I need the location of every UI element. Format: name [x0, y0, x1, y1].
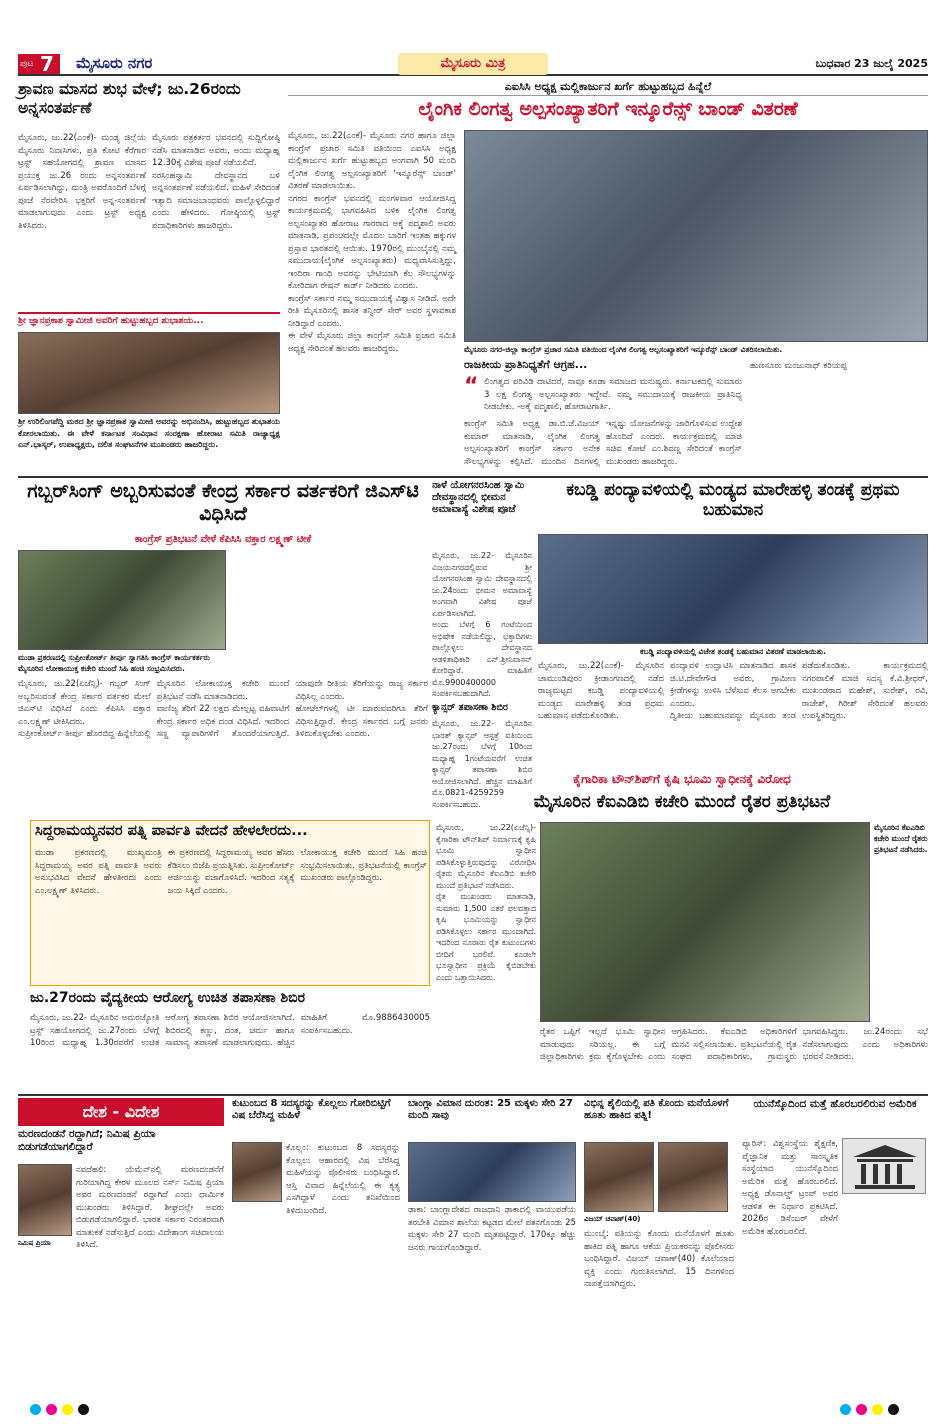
lead-body: ಮೈಸೂರು, ಜು.22(ಎಂಕೆ)- ಮೈಸೂರು ನಗರ ಹಾಗೂ ಜಿಲ್ಲಾ ಕಾಂಗ್ರೆಸ್ ಪ್ರಚಾರ ಸಮಿತಿ ವತಿಯಿಂದ ಎಐಸಿಸಿ ಅಧ್ಯಕ್ಷ ಮಲ್ಲಿಕಾರ್ಜುನ ಖರ್ಗೆ ಹುಟ್ಟುಹಬ್ಬದ ಅಂಗವಾಗಿ 50 ಮಂದಿ ಲೈಂಗಿಕ ಲಿಂಗತ್ವ ಅಲ್ಪಸಂಖ್ಯಾತರಿಗೆ 'ಇನ್ಶೂರೆನ್ಸ್ ಬಾಂಡ್' ವಿತರಣೆ ಮಾಡಲಾಯಿತು. ನಗರದ ಕಾಂಗ್ರೆಸ್ ಭವನದಲ್ಲಿ ಮಂಗಳವಾರ ಆಯೋಜಿಸಿದ್ದ ಕಾರ್ಯಕ್ರಮದಲ್ಲಿ ಭಾಗವಹಿಸಿದ ಬಳಿಕ ಲೈಂಗಿಕ ಲಿಂಗತ್ವ ಅಲ್ಪಸಂಖ್ಯಾತರ ಹೋರಾಟ ಗಾರರಾದ ಅಕೈ ಪದ್ಮಶಾಲಿ ಅವರು ಮಾತನಾಡಿ, ಪ್ರಪಂಚದಲ್ಲೇ ಮೊದಲ ಬಾರಿಗೆ ಇಂತಹ ಹಕ್ಕುಗಳ ಪ್ರಸ್ತಾಪ ಭಾರತದಲ್ಲಿ ಆಯಿತು. 1970ರಲ್ಲಿ ಮುಂಬೈನಲ್ಲಿ ನಮ್ಮ ಸಮುದಾಯ(ಲೈಂಗಿಕ ಅಲ್ಪಸಂಖ್ಯಾತರು) ಮಧ್ಯವಾಸಿಸುತ್ತಿದ್ದು, ಇಂದಿರಾ ಗಾಂಧಿ ಅವರನ್ನು ಭೇಟಿಯಾಗಿ ಕೆಲ ಸೌಲಭ್ಯಗಳನ್ನು ಕೋರಿದಾಗ ರೇಷನ್ ಕಾರ್ಡ್ ನೀಡಿದರು ಎಂದರು. ಕಾಂಗ್ರೆಸ್ ಸರ್ಕಾರ ನಮ್ಮ ಸಮುದಾಯಕ್ಕೆ ವಿಶ್ವಾಸ ನೀಡಿದೆ. ಅದೇ ರೀತಿ ಮೈಸೂರಿನಲ್ಲಿ ಶಾಸಕ ತನ್ವೀರ್ ಸೇಠ್ ಅವರ ಸ್ಥಳಾವಕಾಶ ನೀಡಿದ್ದಾರೆ ಎಂದರು. ಈ ವೇಳೆ ಮೈಸೂರು ಜಿಲ್ಲಾ ಕಾಂಗ್ರೆಸ್ ಸಮಿತಿ ಪ್ರಚಾರ ಸಮಿತಿ ಅಧ್ಯಕ್ಷ ಸೇರಿದಂತೆ ಹಲವರು ಹಾಜರಿದ್ದರು. — [288, 131, 456, 354]
lead-continuation: ಕಾಂಗ್ರೆಸ್ ಸಮಿತಿ ಅಧ್ಯಕ್ಷ ಡಾ.ಬಿ.ಜೆ.ವಿಜಯ್ ಕುಮಾರ್ ಮಾತನಾಡಿ, ಲೈಂಗಿಕ ಲಿಂಗತ್ವ ಅಲ್ಪಸಂಖ್ಯಾತರಿಗೆ ಕಾಂಗ್ರೆಸ್ ಸರ್ಕಾರ ಅನೇಕ ಸೌಲಭ್ಯಗಳನ್ನು ಕಲ್ಪಿಸಿದೆ. ಮುಂದಿನ ದಿನಗಳಲ್ಲಿ ಇನ್ನಷ್ಟು ಯೋಜನೆಗಳನ್ನು ಜಾರಿಗೊಳಿಸುವ ಉದ್ದೇಶ ಹೊಂದಿದೆ ಎಂದರು. ಕಾರ್ಯಕ್ರಮದಲ್ಲಿ ಮಾಜಿ ಸಚಿವ ಕೋಟೆ ಎಂ.ಶಿವಣ್ಣ ಸೇರಿದಂತೆ ಕಾಂಗ್ರೆಸ್ ಮುಖಂಡರು ಹಾಜರಿದ್ದರು. — [464, 419, 745, 467]
nimisha-photo — [18, 1164, 72, 1236]
gabbar-subhead: ಕಾಂಗ್ರೆಸ್ ಪ್ರತಿಭಟನೆ ವೇಳೆ ಕೆಪಿಸಿಸಿ ವಕ್ತಾರ ಲಕ್ಷ್ಮಣ್ ಟೀಕೆ — [134, 534, 312, 545]
kabaddi-photo-caption: ಕಬಡ್ಡಿ ಪಂದ್ಯಾವಳಿಯಲ್ಲಿ ವಿಜೇತ ತಂಡಕ್ಕೆ ಬಹುಮಾನ ವಿತರಣೆ ಮಾಡಲಾಯಿತು. — [640, 647, 826, 656]
farmers-body-left: ಮೈಸೂರು, ಜು.22(ಏಜೆನ್ಸಿ)- ಕೈಗಾರಿಕಾ ಟೌನ್‌ಶಿಪ್ ನಿರ್ಮಾಣಕ್ಕೆ ಕೃಷಿ ಭೂಮಿ ಸ್ವಾಧೀನ ಪಡಿಸಿಕೊಳ್ಳುತ್ತಿರುವುದನ್ನು ವಿರೋಧಿಸಿ ರೈತರು ಮೈಸೂರಿನ ಕೆಐಎಡಿಬಿ ಕಚೇರಿ ಮುಂದೆ ಪ್ರತಿಭಟನೆ ನಡೆಸಿದರು. ರೈತ ಮುಖಂಡರು ಮಾತನಾಡಿ, ಸುಮಾರು 1,500 ಎಕರೆ ಫಲವತ್ತಾದ ಕೃಷಿ ಭೂಮಿಯನ್ನು ಸ್ವಾಧೀನ ಪಡಿಸಿಕೊಳ್ಳಲು ಸರ್ಕಾರ ಮುಂದಾಗಿದೆ. ಇದರಿಂದ ನೂರಾರು ರೈತ ಕುಟುಂಬಗಳು ಬೀದಿಗೆ ಬರಲಿವೆ. ಕೂಡಲೇ ಭೂಸ್ವಾಧೀನ ಪ್ರಕ್ರಿಯೆ ಕೈಬಿಡಬೇಕು ಎಂದು ಒತ್ತಾಯಿಸಿದರು. — [436, 823, 536, 982]
desha-story-3 — [408, 1098, 579, 1398]
desha-section — [18, 1098, 928, 1398]
lead-kicker: ಎಐಸಿಸಿ ಅಧ್ಯಕ್ಷ ಮಲ್ಲಿಕಾರ್ಜುನ ಖರ್ಗೆ ಹುಟ್ಟುಹಬ್ಬದ ಹಿನ್ನೆಲೆ — [288, 80, 928, 96]
kabaddi-photo — [538, 534, 928, 644]
masthead: ಮೈಸೂರು ಮಿತ್ರ — [398, 53, 548, 75]
vijay-photo-caption: ವಿಜಯ್ ಚವಾಣ್(40) — [584, 1215, 641, 1223]
farmers-photo-caption: ಮೈಸೂರಿನ ಕೆಐಎಡಿಬಿ ಕಚೇರಿ ಮುಂದೆ ರೈತರು ಪ್ರತಿಭಟನೆ ನಡೆಸಿದರು. — [874, 823, 928, 854]
divider-1 — [18, 476, 928, 478]
gabbar-photo — [18, 550, 226, 650]
desha-story-5-body: ಪ್ಯಾರಿಸ್: ವಿಶ್ವಸಂಸ್ಥೆಯ ಶೈಕ್ಷಣಿಕ, ವೈಜ್ಞಾನಿಕ ಮತ್ತು ಸಾಂಸ್ಕೃತಿಕ ಸಂಸ್ಥೆಯಾದ ಯುನೆಸ್ಕೊದಿಂದ ಅಮೆರಿಕ ಮತ್ತೆ ಹೊರಬರಲಿದೆ. ಅಧ್ಯಕ್ಷ ಡೊನಾಲ್ಡ್ ಟ್ರಂಪ್ ಅವರ ಆಡಳಿತ ಈ ನಿರ್ಧಾರ ಪ್ರಕಟಿಸಿದೆ. 2026ರ ಡಿಸೆಂಬರ್ ವೇಳೆಗೆ ಅಮೆರಿಕ ಹೊರಬರಲಿದೆ. — [742, 1139, 841, 1237]
swamiji-photo — [18, 332, 280, 414]
desha-story-1-body: ನವದೆಹಲಿ: ಯೆಮೆನ್‌ನಲ್ಲಿ ಮರಣದಂಡನೆಗೆ ಗುರಿಯಾಗಿದ್ದ ಕೇರಳ ಮೂಲದ ನರ್ಸ್ ನಿಮಿಷ ಪ್ರಿಯಾ ಅವರ ಮರಣದಂಡನೆ ರದ್ದಾಗಿದೆ ಎಂದು ಧಾರ್ಮಿಕ ಮುಖಂಡರು ತಿಳಿಸಿದ್ದಾರೆ. ಶೀಘ್ರದಲ್ಲೇ ಅವರು ಬಿಡುಗಡೆಯಾಗಲಿದ್ದಾರೆ. ಭಾರತ ಸರ್ಕಾರ ನಿರಂತರವಾಗಿ ಮಾತುಕತೆ ನಡೆಸುತ್ತಿದೆ ಎಂದು ವಿದೇಶಾಂಗ ಸಚಿವಾಲಯ ತಿಳಿಸಿದೆ. — [76, 1165, 227, 1250]
gabbar-body: ಮೈಸೂರು, ಜು.22(ಏಜೆನ್ಸಿ)- ಗಬ್ಬರ್ ಸಿಂಗ್ ಅಬ್ಬರಿಸುವಂತೆ ಕೇಂದ್ರ ಸರ್ಕಾರ ವರ್ತಕರ ಮೇಲೆ ಜಿಎಸ್‌ಟಿ ವಿಧಿಸಿದೆ ಎಂದು ಕೆಪಿಸಿಸಿ ವಕ್ತಾರ ಎಂ.ಲಕ್ಷ್ಮಣ್ ಟೀಕಿಸಿದರು. ಸುಪ್ರೀಂಕೋರ್ಟ್ ತೀರ್ಪು ಹೊರಬಿದ್ದ ಹಿನ್ನೆಲೆಯಲ್ಲಿ ಮೈಸೂರಿನ ಲೋಕಾಯುಕ್ತ ಕಚೇರಿ ಮುಂದೆ ಪ್ರತಿಭಟನೆ ನಡೆಸಿ ಮಾತನಾಡಿದರು. ವಾಣಿಜ್ಯ ತೆರಿಗೆ 22 ಲಕ್ಷದ ಮೇಲ್ಪಟ್ಟ ವಹಿವಾಟಿಗೆ ಕೇಂದ್ರ ಸರ್ಕಾರ ಅಧಿಕ ದಂಡ ವಿಧಿಸಿದೆ. ಇದರಿಂದ ಸಣ್ಣ ವ್ಯಾಪಾರಿಗಳಿಗೆ ತೊಂದರೆಯಾಗುತ್ತಿದೆ. ಯಾವುದೇ ರೀತಿಯ ತೆರಿಗೆಯನ್ನು ರಾಜ್ಯ ಸರ್ಕಾರ ವಿಧಿಸಿಲ್ಲ ಎಂದರು. ಹೋಟೆಲ್‌ಗಳಲ್ಲಿ ಟೀ ಮಾರುವವರಿಗೂ ತೆರಿಗೆ ವಿಧಿಸುತ್ತಿದ್ದಾರೆ. ಕೇಂದ್ರ ಸರ್ಕಾರದ ಬಗ್ಗೆ ಜನರು ತಿಳಿದುಕೊಳ್ಳಬೇಕು ಎಂದರು. — [18, 679, 428, 739]
desha-story-2-headline: ಕುಟುಂಬದ 8 ಸದಸ್ಯರನ್ನು ಕೊಲ್ಲಲು ಗೋರಿಬಿಟ್ಟಿಗೆ ವಿಷ ಬೆರೆಸಿದ್ದ ಮಹಿಳೆ — [232, 1098, 391, 1121]
swamiji-photo-box — [18, 312, 283, 474]
gabbar-headline: ಗಬ್ಬರ್‌ಸಿಂಗ್ ಅಬ್ಬರಿಸುವಂತೆ ಕೇಂದ್ರ ಸರ್ಕಾರ ವರ್ತಕರಿಗೆ ಜಿಎಸ್‌ಟಿ ವಿಧಿಸಿದೆ — [27, 480, 419, 525]
vijay-photo — [584, 1142, 654, 1212]
wife-photo — [658, 1142, 728, 1212]
cancer-camp-heading: ಕ್ಯಾನ್ಸರ್ ತಪಾಸಣಾ ಶಿಬಿರ — [432, 702, 508, 713]
desha-story-1 — [18, 1128, 227, 1398]
desha-story-2 — [232, 1098, 403, 1398]
unesco-logo — [842, 1138, 926, 1194]
bhima-body: ಮೈಸೂರು, ಜು.22- ಮೈಸೂರಿನ ವಿಜಯನಗರದಲ್ಲಿರುವ ಶ್ರೀ ಯೋಗನರಸಿಂಹ ಸ್ವಾಮಿ ದೇವಸ್ಥಾನದಲ್ಲಿ ಜು.24ರಂದು ಭೀಮನ ಅಮಾವಾಸ್ಯೆ ಅಂಗವಾಗಿ ವಿಶೇಷ ಪೂಜೆ ಏರ್ಪಡಿಸಲಾಗಿದೆ. ಅಂದು ಬೆಳಗ್ಗೆ 6 ಗಂಟೆಯಿಂದ ಅಭಿಷೇಕ ನಡೆಯಲಿದ್ದು, ಭಕ್ತಾದಿಗಳು ಪಾಲ್ಗೊಳ್ಳಲು ದೇವಸ್ಥಾನದ ಆಡಳಿತಾಧಿಕಾರಿ ಎನ್.ಶ್ರೀನಿವಾಸನ್ ಕೋರಿದ್ದಾರೆ. ಮಾಹಿತಿಗೆ ಮೊ.9900400000 ಸಂಪರ್ಕಿಸಬಹುದಾಗಿದೆ. — [432, 551, 532, 698]
lead-article — [288, 80, 928, 475]
health-camp-headline: ಜು.27ರಂದು ವೈದ್ಯಕೀಯ ಆರೋಗ್ಯ ಉಚಿತ ತಪಾಸಣಾ ಶಿಬಿರ — [30, 990, 305, 1006]
shravana-article — [18, 80, 280, 312]
gabbar-photo-caption: ಮುಡಾ ಪ್ರಕರಣದಲ್ಲಿ ಸುಪ್ರೀಂಕೋರ್ಟ್ ತೀರ್ಪು ಸ್ವಾಗತಿಸಿ ಕಾಂಗ್ರೆಸ್ ಕಾರ್ಯಕರ್ತರು ಮೈಸೂರಿನ ಲೋಕಾಯುಕ್ತ ಕಚೇರಿ ಮುಂದೆ ಸಿಹಿ ಹಂಚಿ ಸಂಭ್ರಮಿಸಿದರು. — [18, 653, 210, 673]
lead-byline: ಹುಣಸೂರು ಮಂಜುನಾಥ್ ಕರಿಯಪ್ಪ — [750, 361, 847, 371]
registration-dot-magenta — [46, 1404, 57, 1415]
health-camp-article — [30, 990, 433, 1090]
lead-headline: ಲೈಂಗಿಕ ಲಿಂಗತ್ವ ಅಲ್ಪಸಂಖ್ಯಾತರಿಗೆ ಇನ್ಶೂರೆನ್ಸ್ ಬಾಂಡ್ ವಿತರಣೆ — [418, 98, 798, 120]
registration-dot-yellow-right — [872, 1404, 883, 1415]
divider-2 — [18, 1094, 928, 1096]
health-camp-body: ಮೈಸೂರು, ಜು.22- ಮೈಸೂರಿನ ಅಮರಜ್ಯೋತಿ ಟ್ರಸ್ಟ್ ಸಹಯೋಗದಲ್ಲಿ ಜು.27ರಂದು ಬೆಳಗ್ಗೆ 10ರಿಂದ ಮಧ್ಯಾಹ್ನ 1.30ರವರೆಗೆ ಉಚಿತ ಆರೋಗ್ಯ ತಪಾಸಣಾ ಶಿಬಿರ ಆಯೋಜಿಸಲಾಗಿದೆ. ಶಿಬಿರದಲ್ಲಿ ಕಣ್ಣು, ದಂತ, ಚರ್ಮ ಹಾಗೂ ಸಾಮಾನ್ಯ ತಪಾಸಣೆ ಮಾಡಲಾಗುವುದು. ಹೆಚ್ಚಿನ ಮಾಹಿತಿಗೆ ಮೊ.9886430005 ಸಂಪರ್ಕಿಸಬಹುದು. — [30, 1013, 433, 1048]
lead-pull-quote: ಲಿಂಗತ್ವದ ಪರಿವಿಡಿ ದಾಟಿದರೆ, ನಾವೂ ಕೂಡಾ ಸಮಾಜದ ಮನುಷ್ಯರು. ಕರ್ನಾಟಕದಲ್ಲಿ ಸುಮಾರು 3 ಲಕ್ಷ ಲಿಂಗತ್ವ ಅಲ್ಪಸಂಖ್ಯಾತರು ಇದ್ದೇವೆ. ನಮ್ಮ ಸಮುದಾಯಕ್ಕೆ ರಾಜಕೀಯ ಪ್ರಾತಿನಿಧ್ಯ ನೀಡಬೇಕು. -ಅಕೈ ಪದ್ಮಶಾಲಿ, ಹೋರಾಟಗಾರ್ತಿ. — [484, 377, 745, 412]
desha-banner: ದೇಶ - ವಿದೇಶ — [18, 1098, 224, 1126]
nimisha-photo-caption: ನಿಮಿಷ ಪ್ರಿಯಾ — [18, 1239, 51, 1247]
registration-dot-magenta-right — [856, 1404, 867, 1415]
desha-story-5 — [742, 1098, 928, 1398]
desha-story-4 — [584, 1098, 737, 1398]
desha-story-3-headline: ಬಾಂಗ್ಲಾ ವಿಮಾನ ದುರಂತ: 25 ಮಕ್ಕಳು ಸೇರಿ 27 ಮಂದಿ ಸಾವು — [408, 1098, 573, 1121]
farmers-body-bottom: ರೈತರ ಒಪ್ಪಿಗೆ ಇಲ್ಲದೆ ಭೂಮಿ ಸ್ವಾಧೀನ ಮಾಡುವುದು ಸರಿಯಲ್ಲ. ಈ ಬಗ್ಗೆ ಜಿಲ್ಲಾಧಿಕಾರಿಗಳು ಕ್ರಮ ಕೈಗೊಳ್ಳಬೇಕು ಎಂದು ಆಗ್ರಹಿಸಿದರು. ಕೆಐಎಡಿಬಿ ಅಧಿಕಾರಿಗಳಿಗೆ ಮನವಿ ಸಲ್ಲಿಸಲಾಯಿತು. ಪ್ರತಿಭಟನೆಯಲ್ಲಿ ರೈತ ಸಂಘದ ಪದಾಧಿಕಾರಿಗಳು, ಗ್ರಾಮಸ್ಥರು ಭಾಗವಹಿಸಿದ್ದರು. ಜು.24ರಂದು ಸಭೆ ನಡೆಸಲಾಗುವುದು ಎಂದು ಅಧಿಕಾರಿಗಳು ಭರವಸೆ ನೀಡಿದರು. — [540, 1027, 931, 1062]
lead-photo — [464, 130, 928, 342]
desha-story-4-headline: ವಿಭಿನ್ನ ಶೈಲಿಯಲ್ಲಿ ಪತಿ ಕೊಂದು ಮನೆಯೊಳಗೆ ಹೂತು ಹಾಕಿದ ಪತ್ನಿ! — [584, 1098, 729, 1121]
quote-icon: “ — [464, 374, 479, 399]
farmers-kicker: ಕೈಗಾರಿಕಾ ಟೌನ್‌ಶಿಪ್‌ಗೆ ಕೃಷಿ ಭೂಮಿ ಸ್ವಾಧೀನಕ್ಕೆ ವಿರೋಧ — [573, 772, 791, 786]
kabaddi-headline: ಕಬಡ್ಡಿ ಪಂದ್ಯಾವಳಿಯಲ್ಲಿ ಮಂಡ್ಯದ ಮಾರೇಹಳ್ಳಿ ತಂಡಕ್ಕೆ ಪ್ರಥಮ ಬಹುಮಾನ — [566, 480, 900, 521]
page-date: ಬುಧವಾರ 23 ಜುಲೈ 2025 — [815, 57, 928, 70]
desha-story-5-headline: ಯುನೆಸ್ಕೊದಿಂದ ಮತ್ತೆ ಹೊರಬರಲಿರುವ ಅಮೆರಿಕ — [753, 1098, 917, 1110]
farmers-article — [436, 772, 931, 1090]
shravana-body: ಮೈಸೂರು, ಜು.22(ಎಂಕೆ)- ಮಂಡ್ಯ ಜಿಲ್ಲೆಯ ಮೈಸೂರು ನಿವಾಸಿಗಳು, ಪ್ರತಿ ಕೋಟಿ ಕೆರೆಗಾರ ಟ್ರಸ್ಟ್ ಸಹಯೋಗದಲ್ಲಿ ಶ್ರಾವಣ ಮಾಸದ ಪ್ರಯುಕ್ತ ಜು.26 ರಂದು ಅನ್ನಸಂತರ್ಪಣೆ ಏರ್ಪಡಿಸಲಾಗಿದ್ದು, ಮಂತ್ರಿ ಅವರೊಂದಿಗೆ ಬೆಳಗ್ಗೆ ಪೂಜೆ ನೆರವೇರಿಸಿ ಭಕ್ತರಿಗೆ ಅನ್ನ-ಸಂತರ್ಪಣೆ ಮಾಡಲಾಗುವುದು ಎಂದು ಟ್ರಸ್ಟ್ ಅಧ್ಯಕ್ಷ ತಿಳಿಸಿದರು. ಮೈಸೂರು ಪತ್ರಕರ್ತರ ಭವನದಲ್ಲಿ ಸುದ್ದಿಗೋಷ್ಠಿ ನಡೆಸಿ ಮಾತನಾಡಿದ ಅವರು, ಅಂದು ಮಧ್ಯಾಹ್ನ 12.30ಕ್ಕೆ ವಿಶೇಷ ಪೂಜೆ ನಡೆಯಲಿದೆ. ನರಸಿಂಹಸ್ವಾಮಿ ದೇವಸ್ಥಾನದ ಬಳಿ ಅನ್ನಸಂತರ್ಪಣೆ ನಡೆಯಲಿದೆ. ಮಹಿಳೆ ಸೇರಿದಂತೆ ಇತ್ಯಾದಿ ಸಮಾಜಬಾಂಧವರು ಪಾಲ್ಗೊಳ್ಳಲಿದ್ದಾರೆ ಎಂದು ಹೇಳಿದರು. ಗೋಷ್ಠಿಯಲ್ಲಿ ಟ್ರಸ್ಟ್ ಪದಾಧಿಕಾರಿಗಳು ಹಾಜರಿದ್ದರು. — [18, 133, 280, 231]
registration-dot-black-right — [888, 1404, 899, 1415]
story-2-photo — [232, 1142, 282, 1202]
page-label: ಪುಟ — [18, 54, 60, 74]
registration-dot-cyan-right — [840, 1404, 851, 1415]
cancer-camp-body: ಮೈಸೂರು, ಜು.22- ಮೈಸೂರಿನ ಭಾರತ್ ಕ್ಯಾನ್ಸರ್ ಆಸ್ಪತ್ರೆ ವತಿಯಿಂದ ಜು.27ರಂದು ಬೆಳಗ್ಗೆ 10ರಿಂದ ಮಧ್ಯಾಹ್ನ 1ಗಂಟೆಯವರೆಗೆ ಉಚಿತ ಕ್ಯಾನ್ಸರ್ ತಪಾಸಣಾ ಶಿಬಿರ ಆಯೋಜಿಸಲಾಗಿದೆ. ಹೆಚ್ಚಿನ ಮಾಹಿತಿಗೆ ಮೊ.0821-4259259 ಸಂಪರ್ಕಿಸಬಹುದು. — [432, 719, 535, 809]
registration-dot-yellow — [62, 1404, 73, 1415]
page-header — [18, 52, 928, 76]
registration-dot-black — [78, 1404, 89, 1415]
kabaddi-article — [538, 480, 928, 770]
page-number: 7 — [40, 52, 54, 76]
desha-story-4-body: ಮುಂಬೈ: ಪತಿಯನ್ನು ಕೊಂದು ಮನೆಯೊಳಗೆ ಹೂತು ಹಾಕಿದ ಪತ್ನಿ ಹಾಗೂ ಆಕೆಯ ಪ್ರಿಯಕರನನ್ನು ಪೊಲೀಸರು ಬಂಧಿಸಿದ್ದಾರೆ. ವಿಜಯ್ ಚವಾಣ್(40) ಕೊಲೆಯಾದ ವ್ಯಕ್ತಿ ಎಂದು ಗುರುತಿಸಲಾಗಿದೆ. 15 ದಿನಗಳಿಂದ ನಾಪತ್ತೆಯಾಗಿದ್ದರು. — [584, 1229, 737, 1289]
unesco-temple-icon — [843, 1139, 927, 1195]
registration-dot-cyan — [30, 1404, 41, 1415]
lead-pull-heading: ರಾಜಕೀಯ ಪ್ರಾತಿನಿಧ್ಯತೆಗೆ ಆಗ್ರಹ... — [464, 358, 588, 371]
farmers-photo — [540, 822, 870, 1022]
bhima-headline: ನಾಳೆ ಯೋಗನರಸಿಂಹ ಸ್ವಾಮಿ ದೇವಸ್ಥಾನದಲ್ಲಿ ಭೀಮನ ಅಮಾವಾಸ್ಯೆ ವಿಶೇಷ ಪೂಜೆ — [432, 480, 525, 515]
section-title: ಮೈಸೂರು ನಗರ — [76, 54, 153, 72]
bangla-crash-photo — [408, 1142, 576, 1202]
lead-photo-caption: ಮೈಸೂರು ನಗರ-ಜಿಲ್ಲಾ ಕಾಂಗ್ರೆಸ್ ಪ್ರಚಾರ ಸಮಿತಿ ವತಿಯಿಂದ ಲೈಂಗಿಕ ಲಿಂಗತ್ವ ಅಲ್ಪಸಂಖ್ಯಾತರಿಗೆ ಇನ್ಶೂರೆನ್ಸ್ ಬಾಂಡ್ ವಿತರಿಸಲಾಯಿತು. — [464, 345, 783, 354]
siddu-article — [30, 820, 430, 986]
siddu-body: ಮುಡಾ ಪ್ರಕರಣದಲ್ಲಿ ಮುಖ್ಯಮಂತ್ರಿ ಸಿದ್ದರಾಮಯ್ಯ ಅವರ ಪತ್ನಿ ಪಾರ್ವತಿ ಅವರು ಅನುಭವಿಸಿದ ವೇದನೆ ಹೇಳತೀರದು ಎಂದು ಎಂ.ಲಕ್ಷ್ಮಣ್ ತಿಳಿಸಿದರು. ಈ ಪ್ರಕರಣದಲ್ಲಿ ಸಿದ್ದರಾಮಯ್ಯ ಅವರ ಹೆಸರು ಕೆಡಿಸಲು ಬಿಜೆಪಿ ಪ್ರಯತ್ನಿಸಿತು. ಸುಪ್ರೀಂಕೋರ್ಟ್ ಅರ್ಜಿಯನ್ನು ವಜಾಗೊಳಿಸಿದೆ. ಇದರಿಂದ ಸತ್ಯಕ್ಕೆ ಜಯ ಸಿಕ್ಕಿದೆ ಎಂದರು. ಲೋಕಾಯುಕ್ತ ಕಚೇರಿ ಮುಂದೆ ಸಿಹಿ ಹಂಚಿ ಸಂಭ್ರಮಿಸಲಾಯಿತು. ಪ್ರತಿಭಟನೆಯಲ್ಲಿ ಕಾಂಗ್ರೆಸ್ ಮುಖಂಡರು ಪಾಲ್ಗೊಂಡಿದ್ದರು. — [35, 848, 427, 896]
siddu-headline: ಸಿದ್ದರಾಮಯ್ಯನವರ ಪತ್ನಿ ಪಾರ್ವತಿ ವೇದನೆ ಹೇಳಲೇರದು... — [35, 823, 308, 839]
desha-story-3-body: ಢಾಕಾ: ಬಾಂಗ್ಲಾದೇಶದ ರಾಜಧಾನಿ ಢಾಕಾದಲ್ಲಿ ವಾಯುಪಡೆಯ ತರಬೇತಿ ವಿಮಾನ ಶಾಲೆಯ ಕಟ್ಟಡದ ಮೇಲೆ ಪತನಗೊಂಡು 25 ಮಕ್ಕಳು ಸೇರಿ 27 ಮಂದಿ ಮೃತಪಟ್ಟಿದ್ದಾರೆ. 170ಕ್ಕೂ ಹೆಚ್ಚು ಜನರು ಗಾಯಗೊಂಡಿದ್ದಾರೆ. — [408, 1205, 579, 1253]
desha-story-2-body: ಕೊಲ್ಲಂ: ಕುಟುಂಬದ 8 ಸದಸ್ಯರನ್ನು ಕೊಲ್ಲಲು ಆಹಾರದಲ್ಲಿ ವಿಷ ಬೆರೆಸಿದ್ದ ಮಹಿಳೆಯನ್ನು ಪೊಲೀಸರು ಬಂಧಿಸಿದ್ದಾರೆ. ಆಸ್ತಿ ವಿವಾದ ಹಿನ್ನೆಲೆಯಲ್ಲಿ ಈ ಕೃತ್ಯ ಎಸಗಿದ್ದಾಳೆ ಎಂದು ತನಿಖೆಯಿಂದ ತಿಳಿದುಬಂದಿದೆ. — [286, 1143, 403, 1216]
shravana-headline: ಶ್ರಾವಣ ಮಾಸದ ಶುಭ ವೇಳೆ; ಜು.26ರಂದು ಅನ್ನಸಂತರ್ಪಣೆ — [18, 80, 241, 117]
lead-pull-box — [464, 358, 745, 475]
gabbar-article — [18, 480, 428, 818]
swamiji-photo-heading: ಶ್ರೀ ಜ್ಞಾನಪ್ರಕಾಶ ಸ್ವಾಮೀಜಿ ಅವರಿಗೆ ಹುಟ್ಟುಹಬ್ಬದ ಶುಭಾಶಯ... — [18, 316, 204, 326]
bhima-article — [432, 480, 535, 818]
desha-story-1-headline: ಮರಣದಂಡನೆ ರದ್ದಾಗಿದೆ; ನಿಮಿಷ ಪ್ರಿಯಾ ಬಿಡುಗಡೆಯಾಗಲಿದ್ದಾರೆ — [18, 1128, 156, 1153]
swamiji-photo-caption: ಶ್ರೀ ಉರಿಲಿಂಗಪೆದ್ದಿ ಮಠದ ಶ್ರೀ ಜ್ಞಾನಪ್ರಕಾಶ ಸ್ವಾಮೀಜಿ ಅವರನ್ನು ಅಭಿನಂದಿಸಿ, ಹುಟ್ಟುಹಬ್ಬದ ಶುಭಾಶಯ ಕೋರಲಾಯಿತು. ಈ ವೇಳೆ ಕರ್ನಾಟಕ ಸಂವಿಧಾನ ಸಂರಕ್ಷಣಾ ಹೋರಾಟ ಸಮಿತಿ ರಾಜ್ಯಾಧ್ಯಕ್ಷ ಎನ್.ಭಾಸ್ಕರ್, ಉಪಾಧ್ಯಕ್ಷರು, ದಲಿತ ಸಂಘಟನೆಗಳ ಮುಖಂಡರು ಹಾಜರಿದ್ದರು. — [18, 417, 283, 449]
kabaddi-body: ಮೈಸೂರು, ಜು.22(ಎಂಕೆ)- ಮೈಸೂರಿನ ಚಾಮುಂಡಿಪುರಂ ಕ್ರೀಡಾಂಗಣದಲ್ಲಿ ನಡೆದ ರಾಜ್ಯಮಟ್ಟದ ಕಬಡ್ಡಿ ಪಂದ್ಯಾವಳಿಯಲ್ಲಿ ಮಂಡ್ಯದ ಮಾರೇಹಳ್ಳಿ ತಂಡ ಪ್ರಥಮ ಬಹುಮಾನ ಪಡೆದುಕೊಂಡಿತು. ಪಂದ್ಯಾವಳಿ ಉದ್ಘಾಟಿಸಿ ಮಾತನಾಡಿದ ಶಾಸಕ ಜಿ.ಟಿ.ದೇವೇಗೌಡ ಅವರು, ಗ್ರಾಮೀಣ ಕ್ರೀಡೆಗಳನ್ನು ಉಳಿಸಿ ಬೆಳೆಸುವ ಕೆಲಸ ಆಗಬೇಕು ಎಂದರು. ದ್ವಿತೀಯ ಬಹುಮಾನವನ್ನು ಮೈಸೂರು ತಂಡ ಪಡೆದುಕೊಂಡಿತು. ಕಾರ್ಯಕ್ರಮದಲ್ಲಿ ನಗರಪಾಲಿಕೆ ಮಾಜಿ ಸದಸ್ಯ ಕೆ.ವಿ.ಶ್ರೀಧರ್, ಮುಖಂಡರಾದ ಮಹೇಶ್, ಸುರೇಶ್, ರವಿ, ರಾಜೇಶ್, ಗಿರೀಶ್ ಸೇರಿದಂತೆ ಹಲವರು ಉಪಸ್ಥಿತರಿದ್ದರು. — [538, 661, 928, 721]
farmers-headline: ಮೈಸೂರಿನ ಕೆಐಎಡಿಬಿ ಕಚೇರಿ ಮುಂದೆ ರೈತರ ಪ್ರತಿಭಟನೆ — [533, 792, 831, 812]
